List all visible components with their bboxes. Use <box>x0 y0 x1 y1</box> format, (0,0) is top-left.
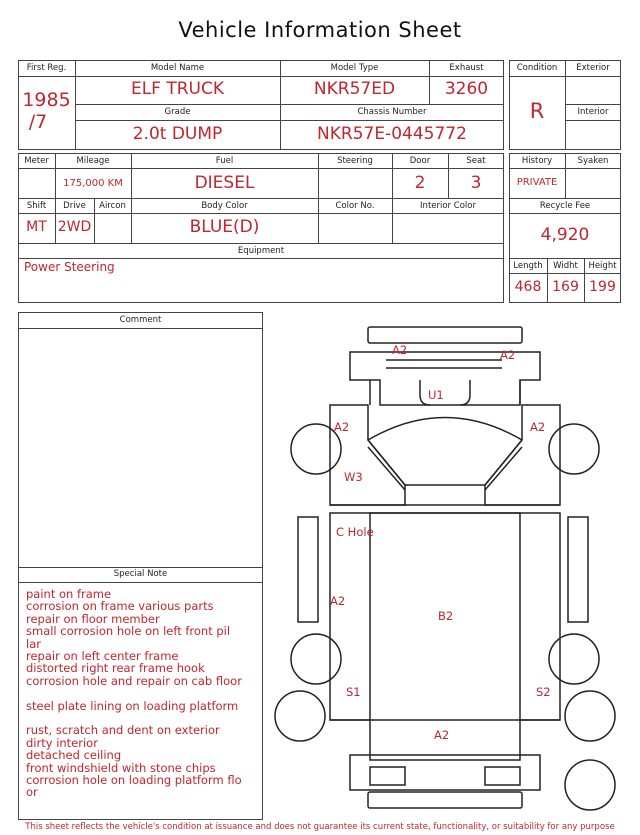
chassis-label: Chassis Number <box>357 107 427 117</box>
mark-s2: S2 <box>536 685 551 699</box>
mark-a2-cab-left: A2 <box>334 420 350 434</box>
special-note-line: rust, scratch and dent on exterior <box>26 723 220 738</box>
exterior-label: Exterior <box>576 63 610 73</box>
history-value: PRIVATE <box>516 177 558 188</box>
special-note-line: corrosion on frame various parts <box>26 599 214 614</box>
chassis-value: NKR57E-0445772 <box>317 124 467 144</box>
length-label: Length <box>513 261 543 271</box>
first-reg-month: /7 <box>28 111 48 133</box>
first-reg-label: First Reg. <box>26 63 67 73</box>
special-note-line: lar <box>26 636 41 651</box>
mileage-label: Mileage <box>76 156 110 166</box>
wheel-front-right <box>549 424 599 474</box>
rear-bumper <box>368 792 522 808</box>
fuel-value: DIESEL <box>194 173 255 193</box>
door-value: 2 <box>414 173 426 193</box>
wheel-rear-left-outer <box>275 691 325 741</box>
spare-wheel <box>565 760 615 810</box>
mark-a2-top-left: A2 <box>392 343 408 357</box>
shift-value: MT <box>26 219 47 235</box>
shift-label: Shift <box>26 201 47 211</box>
mark-b2: B2 <box>438 609 454 623</box>
cab-grille <box>386 360 502 368</box>
seat-value: 3 <box>470 173 482 193</box>
special-note-list <box>26 588 258 799</box>
special-note-line: detached ceiling <box>26 748 122 763</box>
model-type-value: NKR57ED <box>313 79 396 99</box>
history-label: History <box>521 156 553 166</box>
wheel-rear-left-inner <box>291 634 341 684</box>
equipment-value: Power Steering <box>24 260 115 274</box>
special-note-line: dirty interior <box>26 735 98 750</box>
mark-c-hole: C Hole <box>336 525 374 539</box>
grade-value: 2.0t DUMP <box>132 124 223 144</box>
special-note-label: Special Note <box>113 569 168 579</box>
mark-w3: W3 <box>344 470 363 484</box>
special-note-line: front windshield with stone chips <box>26 760 216 775</box>
front-bumper <box>368 327 522 343</box>
mark-a2-top-right: A2 <box>500 348 516 362</box>
body-color-value: BLUE(D) <box>189 217 260 237</box>
mark-a2-side: A2 <box>330 594 346 608</box>
special-note-line: corrosion hole on loading platform flo <box>26 773 242 788</box>
width-value: 169 <box>552 279 579 295</box>
drive-value: 2WD <box>57 219 92 235</box>
mark-s1: S1 <box>346 685 361 699</box>
drive-label: Drive <box>63 201 86 211</box>
width-label: Widht <box>553 261 578 271</box>
syaken-label: Syaken <box>577 156 609 166</box>
model-type-label: Model Type <box>330 63 379 73</box>
wheel-rear-right-inner <box>549 634 599 684</box>
condition-label: Condition <box>516 63 558 73</box>
special-note-line: or <box>26 785 38 800</box>
recycle-fee-value: 4,920 <box>540 225 590 245</box>
color-no-label: Color No. <box>335 201 375 211</box>
meter-label: Meter <box>24 156 49 166</box>
page-title: Vehicle Information Sheet <box>178 18 462 42</box>
recycle-fee-label: Recycle Fee <box>539 201 591 211</box>
interior-color-label: Interior Color <box>420 201 476 211</box>
special-note-line: repair on floor member <box>26 611 160 626</box>
interior-label: Interior <box>577 107 609 117</box>
disclaimer-footer: This sheet reflects the vehicle's condition at issuance and does not guarantee its current state, functionality, or suitability for any purpose <box>25 822 615 832</box>
equipment-label: Equipment <box>237 246 285 256</box>
fuel-label: Fuel <box>215 156 234 166</box>
mileage-value: 175,000 KM <box>63 178 123 189</box>
cab-right <box>485 405 560 505</box>
body-color-label: Body Color <box>201 201 248 211</box>
special-note-line: corrosion hole and repair on cab floor <box>26 673 242 688</box>
cargo-bed <box>370 513 520 760</box>
truck-diagram <box>270 322 630 814</box>
special-note-line: repair on left center frame <box>26 649 179 664</box>
first-reg-year: 1985 <box>22 89 71 111</box>
special-note-line: distorted right rear frame hook <box>26 661 205 676</box>
special-note-line <box>26 687 258 699</box>
wheel-rear-right-outer <box>565 691 615 741</box>
mark-a2-bottom: A2 <box>434 728 450 742</box>
grade-label: Grade <box>164 107 191 117</box>
special-note-line: small corrosion hole on left front pil <box>26 624 231 639</box>
seat-label: Seat <box>466 156 486 166</box>
exhaust-label: Exhaust <box>449 63 484 73</box>
model-name-value: ELF TRUCK <box>130 79 225 99</box>
special-note-line: paint on frame <box>26 587 112 601</box>
model-name-label: Model Name <box>150 63 205 73</box>
door-label: Door <box>409 156 431 166</box>
height-label: Height <box>588 261 617 271</box>
comment-label: Comment <box>119 315 162 325</box>
special-note-line: steel plate lining on loading platform <box>26 698 239 713</box>
steering-label: Steering <box>337 156 373 166</box>
left-skirt <box>298 517 318 622</box>
length-value: 468 <box>514 279 542 295</box>
right-skirt <box>568 517 588 622</box>
aircon-label: Aircon <box>99 201 126 211</box>
mark-u1: U1 <box>428 388 444 402</box>
height-value: 199 <box>589 279 616 295</box>
mark-a2-cab-right: A2 <box>530 420 546 434</box>
condition-value: R <box>529 99 545 123</box>
exhaust-value: 3260 <box>444 79 489 99</box>
